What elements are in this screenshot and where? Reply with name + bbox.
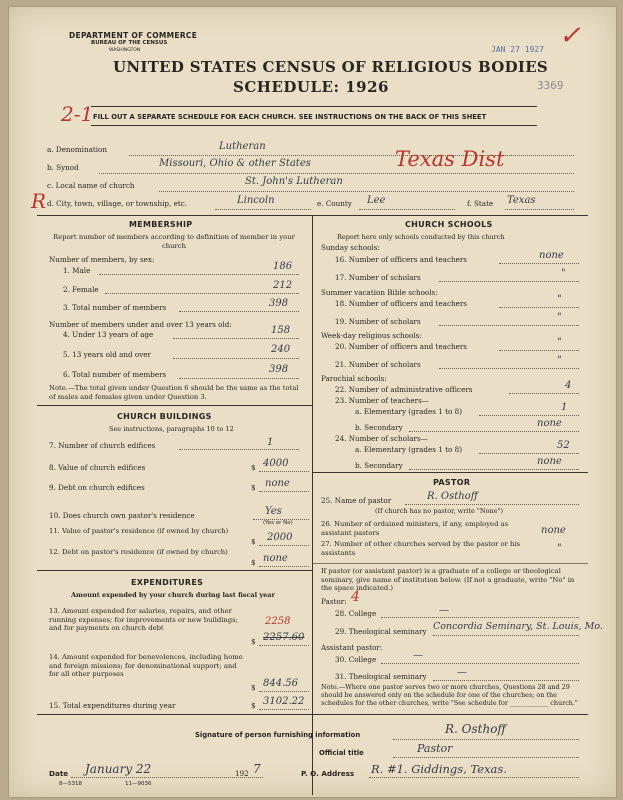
instruction-line: FILL OUT A SEPARATE SCHEDULE FOR EACH CHURCH. SEE INSTRUCTIONS ON THE BACK OF THIS SHEET <box>93 113 487 121</box>
synod-value: Missouri, Ohio & other States <box>159 158 311 169</box>
q30-value-dash: — <box>413 650 423 661</box>
city-value: Lincoln <box>237 195 275 206</box>
form-title: UNITED STATES CENSUS OF RELIGIOUS BODIES <box>113 58 549 76</box>
q23-label: 23. Number of teachers— <box>335 396 429 405</box>
q26-value: none <box>541 525 566 536</box>
official-title-label: Official title <box>319 749 364 757</box>
q30-label: 30. College <box>335 655 377 664</box>
county-label: e. County <box>317 199 352 208</box>
q10-label: 10. Does church own pastor's residence <box>49 511 195 520</box>
q3-value: 398 <box>269 298 289 309</box>
q27-value: " <box>557 543 562 554</box>
form-number: 8—5318 <box>59 781 82 787</box>
q13-label: 13. Amount expended for salaries, repairs, and other running expenses; for improvements or new buildings; and for payments on church debt <box>49 607 238 632</box>
q15-value: 3102.22 <box>263 696 305 707</box>
expenditures-sub: Amount expended by your church during last fiscal year <box>71 591 275 599</box>
q11-dollar: $ <box>251 537 256 546</box>
q23a-label: a. Elementary (grades 1 to 8) <box>355 407 462 416</box>
synod-annotation: Texas Dist <box>395 147 505 171</box>
q11-label: 11. Value of pastor's residence (if owned by church) <box>49 527 229 535</box>
q4-label: 4. Under 13 years of age <box>63 330 154 339</box>
county-value: Lee <box>367 195 386 206</box>
q7-label: 7. Number of church edifices <box>49 441 156 450</box>
membership-heading: MEMBERSHIP <box>129 220 193 229</box>
q18-label: 18. Number of officers and teachers <box>335 299 467 308</box>
q17-label: 17. Number of scholars <box>335 273 421 282</box>
po-address-label: P. O. Address <box>301 769 355 778</box>
q19-value: " <box>557 312 562 323</box>
q1-value: 186 <box>273 261 293 272</box>
margin-mark: 2-1 <box>61 102 94 126</box>
graduate-note: If pastor (or assistant pastor) is a graduate of a college or theological seminary, give name of institution below. (If not a graduate, write "No" in the space indicated.) <box>321 567 575 592</box>
pastor-label: Pastor: <box>321 597 347 606</box>
q19-label: 19. Number of scholars <box>335 317 421 326</box>
pastor-heading: PASTOR <box>433 478 471 487</box>
q31-value-dash: — <box>457 667 467 678</box>
q31-label: 31. Theological seminary <box>335 672 427 681</box>
age-intro-label: Number of members under and over 13 years old: <box>49 320 232 329</box>
q24a-value: 52 <box>557 440 570 451</box>
bureau-city: WASHINGTON <box>109 48 141 53</box>
q1-label: 1. Male <box>63 266 91 275</box>
q24b-label: b. Secondary <box>355 461 403 470</box>
q11-value: 2000 <box>267 532 293 543</box>
q16-value: none <box>539 250 564 261</box>
signature-value: R. Osthoff <box>445 722 506 736</box>
assistant-pastor-label: Assistant pastor: <box>321 643 383 652</box>
received-date-stamp: JAN 27 1927 <box>491 45 544 54</box>
q8-value: 4000 <box>263 458 289 469</box>
q13-value: 2258 <box>265 616 291 627</box>
official-title-value: Pastor <box>417 742 453 755</box>
checkmark-icon: ✓ <box>559 21 581 51</box>
bureau-name: BUREAU OF THE CENSUS <box>91 40 168 46</box>
q8-label: 8. Value of church edifices <box>49 463 146 472</box>
parochial-label: Parochial schools: <box>321 374 387 383</box>
buildings-heading: CHURCH BUILDINGS <box>117 412 212 421</box>
summer-label: Summer vacation Bible schools: <box>321 288 438 297</box>
synod-label: b. Synod <box>47 163 79 172</box>
file-number: 3369 <box>537 79 564 92</box>
q27-label: 27. Number of other churches served by the pastor or his assistants <box>321 540 521 557</box>
q22-label: 22. Number of administrative officers <box>335 385 473 394</box>
q18-value: " <box>557 294 562 305</box>
q14-dollar: $ <box>251 683 256 692</box>
q13-dollar: $ <box>251 637 256 646</box>
pastor-note: Note.—Where one pastor serves two or more churches, Questions 28 and 29 should be answered only on the schedule for one of the churches; on the schedules for the other churches, write "See schedule for ____________ church." <box>321 683 578 707</box>
q28-label: 28. College <box>335 609 377 618</box>
q28-value-dash: — <box>439 605 449 616</box>
q9-dollar: $ <box>251 483 256 492</box>
q10-value: Yes <box>265 506 282 517</box>
q25-label: 25. Name of pastor <box>321 496 392 505</box>
q5-value: 240 <box>271 344 291 355</box>
q6-value: 398 <box>269 364 289 375</box>
local-name-label: c. Local name of church <box>47 181 135 190</box>
q24a-label: a. Elementary (grades 1 to 8) <box>355 445 462 454</box>
q22-value: 4 <box>565 380 572 391</box>
q12-dollar: $ <box>251 558 256 567</box>
q20-value: " <box>557 337 562 348</box>
q23b-value: none <box>537 418 562 429</box>
q21-value: " <box>557 355 562 366</box>
po-address-value: R. #1. Giddings, Texas. <box>371 762 507 776</box>
q5-label: 5. 13 years old and over <box>63 350 151 359</box>
local-name-value: St. John's Lutheran <box>245 176 343 187</box>
sunday-label: Sunday schools: <box>321 243 380 252</box>
q3-label: 3. Total number of members <box>63 303 167 312</box>
by-sex-label: Number of members, by sex: <box>49 255 155 264</box>
schools-heading: CHURCH SCHOOLS <box>405 220 493 229</box>
q7-value: 1 <box>267 437 274 448</box>
q26-label: 26. Number of ordained ministers, if any, employed as assistant pastors <box>321 520 509 537</box>
q13-struck-value: 2257.60 <box>263 632 305 643</box>
schedule-year: SCHEDULE: 1926 <box>233 78 389 96</box>
census-schedule-sheet <box>8 6 617 798</box>
date-year-digit: 7 <box>253 762 261 776</box>
q29-label: 29. Theological seminary <box>335 627 427 636</box>
margin-initial: R <box>31 189 47 213</box>
q17-value: " <box>561 268 566 279</box>
q12-value: none <box>263 553 288 564</box>
date-value: January 22 <box>85 762 152 776</box>
q6-label: 6. Total number of members <box>63 370 167 379</box>
membership-note: Note.—The total given under Question 6 should be the same as the total of males and females given under Question 3. <box>49 384 299 401</box>
q2-label: 2. Female <box>63 285 99 294</box>
q25-value: R. Osthoff <box>427 491 478 502</box>
q8-dollar: $ <box>251 463 256 472</box>
q16-label: 16. Number of officers and teachers <box>335 255 467 264</box>
q23a-value: 1 <box>561 402 568 413</box>
q15-dollar: $ <box>251 701 256 710</box>
q20-label: 20. Number of officers and teachers <box>335 342 467 351</box>
q9-value: none <box>265 478 290 489</box>
q12-label: 12. Debt on pastor's residence (if owned by church) <box>49 548 228 556</box>
buildings-sub: See instructions, paragraphs 10 to 12 <box>109 425 234 433</box>
pastor-mark: 4 <box>351 589 360 605</box>
q15-label: 15. Total expenditures during year <box>49 701 176 710</box>
form-number-2: 11—9036 <box>125 781 152 787</box>
signature-label: Signature of person furnishing information <box>195 731 361 739</box>
denomination-label: a. Denomination <box>47 145 107 154</box>
state-value: Texas <box>507 195 536 206</box>
weekday-label: Week-day religious schools: <box>321 331 422 340</box>
q25-hint: (If church has no pastor, write "None") <box>375 507 504 515</box>
q4-value: 158 <box>271 325 291 336</box>
q9-label: 9. Debt on church edifices <box>49 483 145 492</box>
date-year-prefix: 192 <box>235 769 249 778</box>
q29-value: Concordia Seminary, St. Louis, Mo. <box>433 621 603 632</box>
q14-value: 844.56 <box>263 678 298 689</box>
city-label: d. City, town, village, or township, etc. <box>47 199 188 208</box>
department-name: DEPARTMENT OF COMMERCE <box>69 31 198 40</box>
q23b-label: b. Secondary <box>355 423 403 432</box>
q2-value: 212 <box>273 280 293 291</box>
q10-hint: (Yes or No) <box>263 520 293 526</box>
q24b-value: none <box>537 456 562 467</box>
q21-label: 21. Number of scholars <box>335 360 421 369</box>
denomination-value: Lutheran <box>219 141 266 152</box>
schools-intro: Report here only schools conducted by this church <box>337 233 505 241</box>
state-label: f. State <box>467 199 494 208</box>
q14-label: 14. Amount expended for benevolences, including home and foreign missions; for denominational support; and for all other purposes <box>49 653 243 678</box>
q24-label: 24. Number of scholars— <box>335 434 428 443</box>
membership-intro: Report number of members according to definition of member in your church <box>53 233 295 250</box>
date-label: Date <box>49 769 69 778</box>
expenditures-heading: EXPENDITURES <box>131 578 204 587</box>
